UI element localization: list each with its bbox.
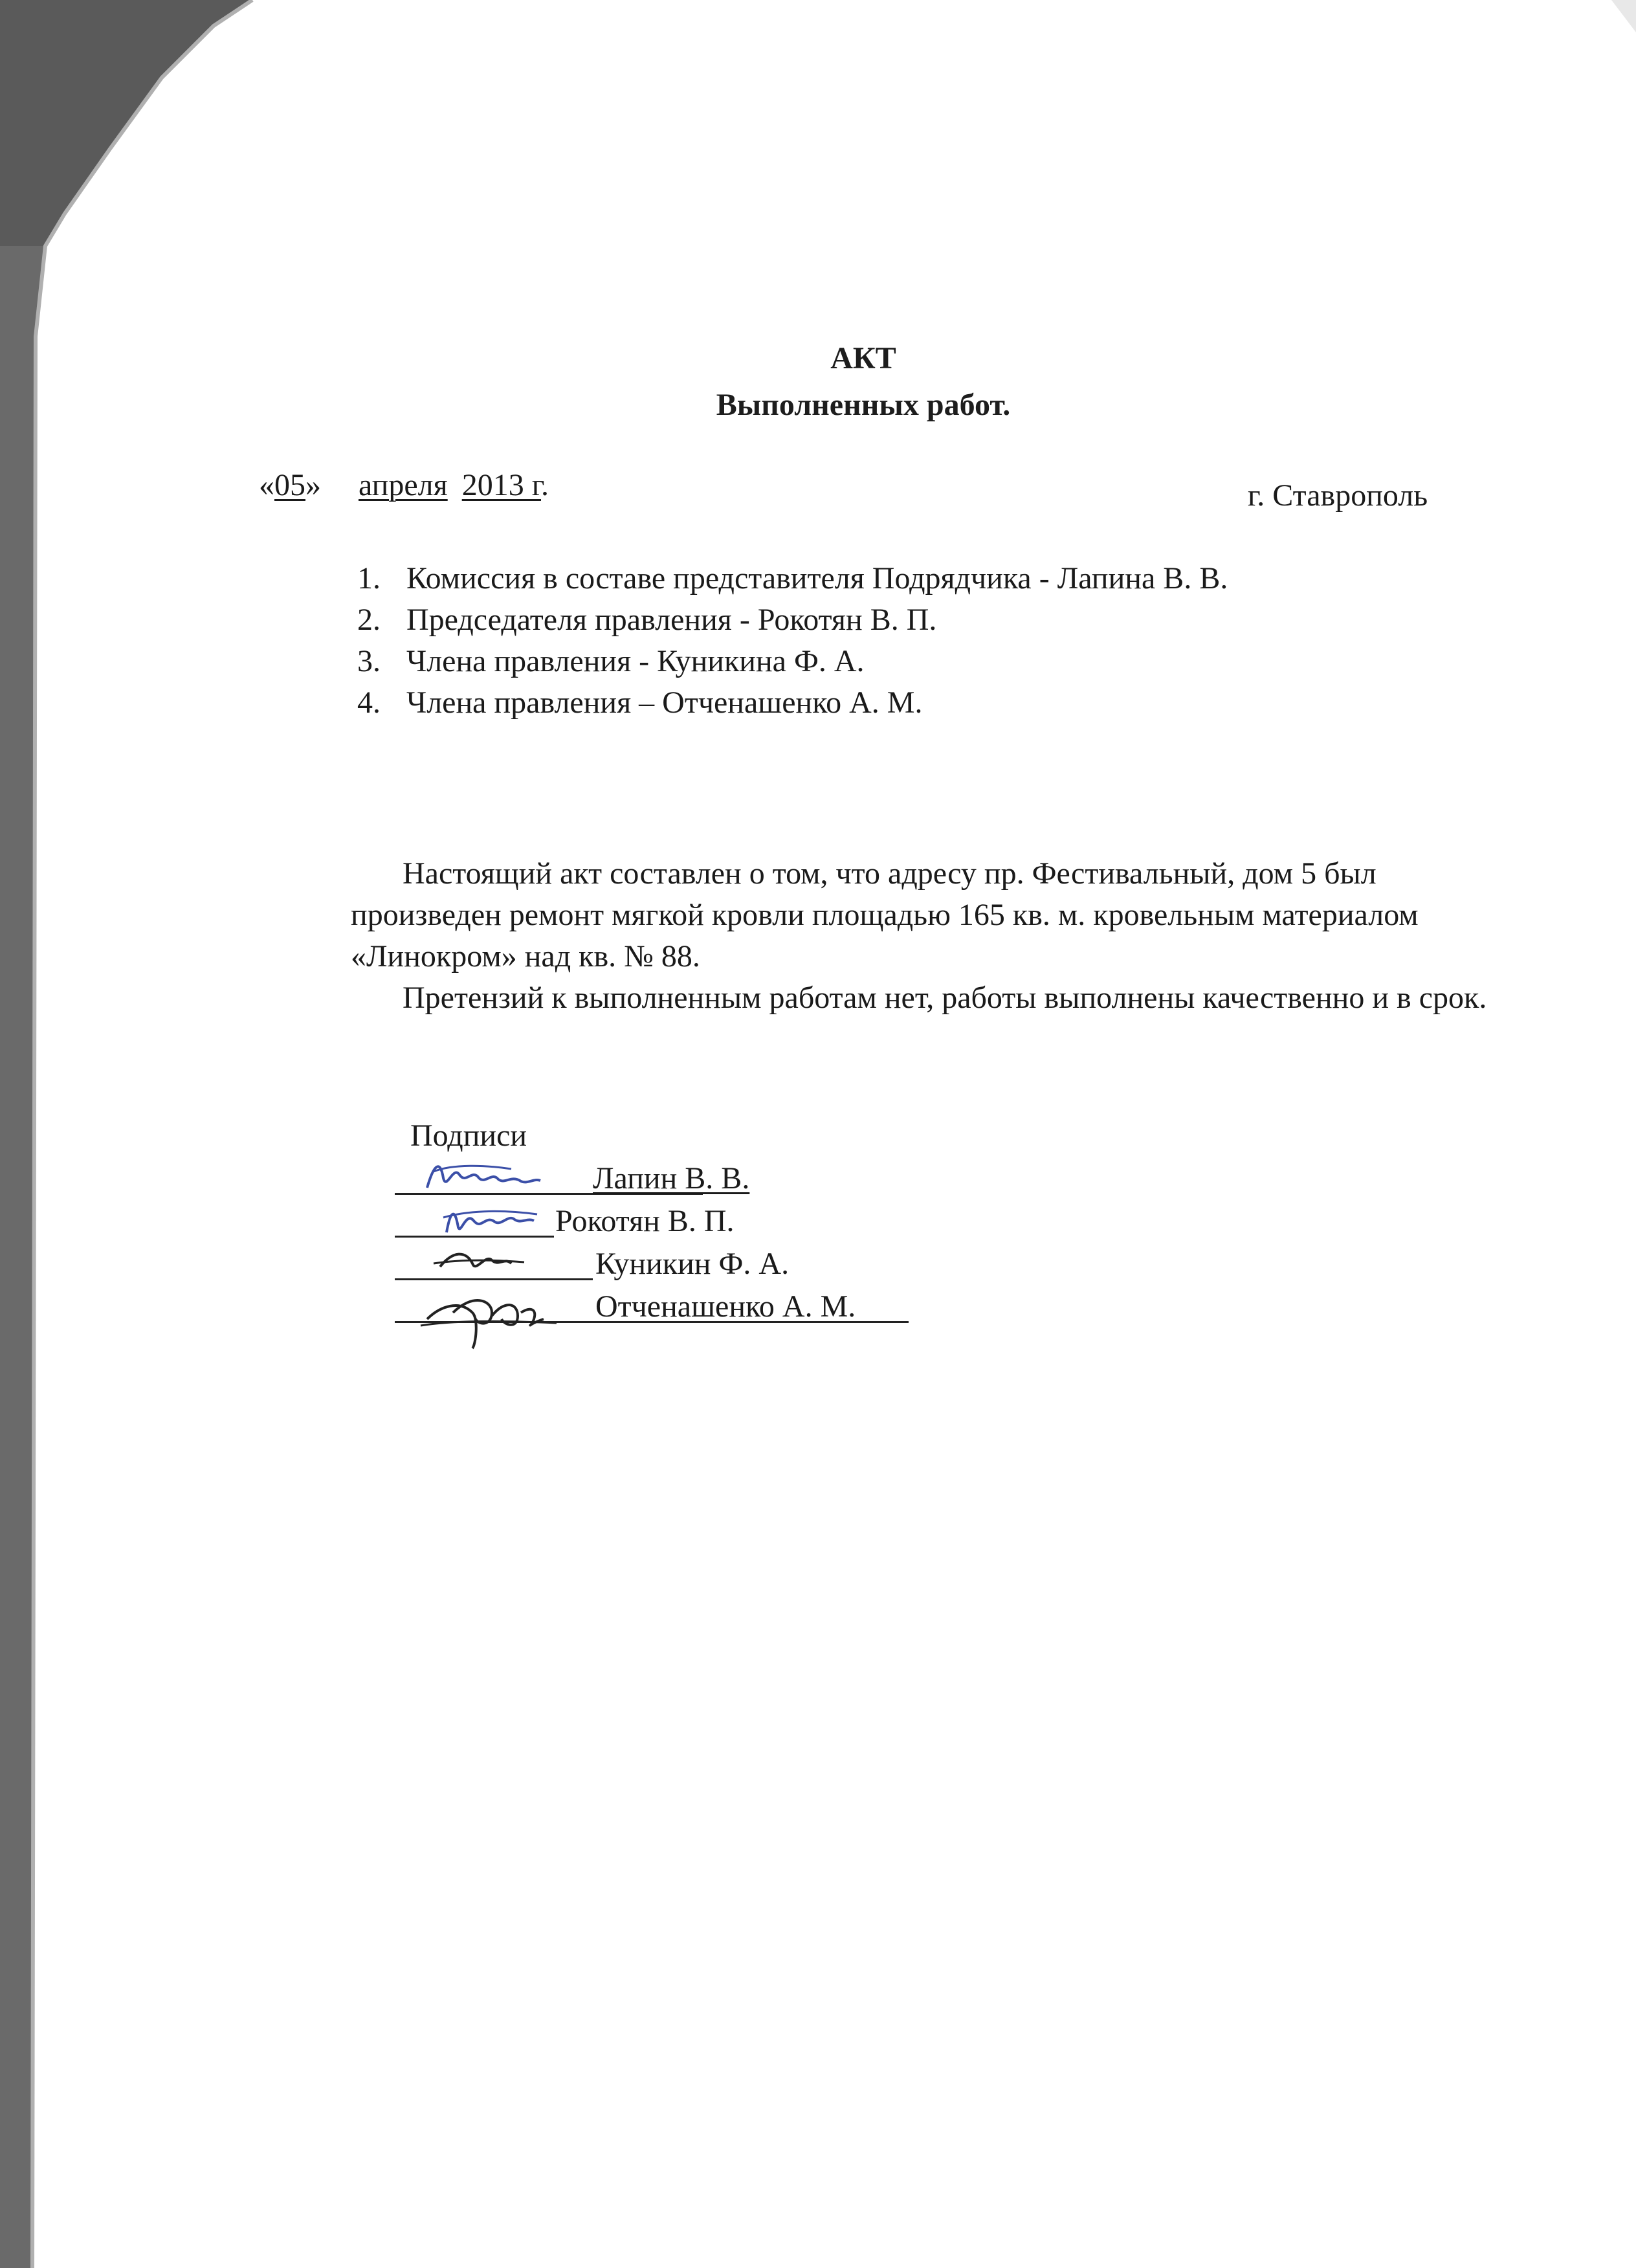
- signature-lapin-icon: [414, 1152, 544, 1197]
- signature-row: [395, 1157, 750, 1200]
- title-act: АКТ: [830, 341, 896, 375]
- body-paragraph-2: Претензий к выполненным работам нет, работы выполнены качественно и в срок.: [403, 981, 1487, 1015]
- signature-row: [395, 1243, 790, 1285]
- date-day: 05: [274, 468, 305, 502]
- document-title: [0, 335, 1636, 428]
- list-item: 4. Члена правления – Отченашенко А. М.: [357, 685, 923, 720]
- signature-name: Отченашенко А. М.: [595, 1289, 856, 1324]
- date-close-quote: »: [305, 468, 321, 502]
- date-year: 2013 г: [461, 468, 541, 502]
- signatures-block: [395, 1115, 856, 1328]
- date-open-quote: «: [259, 468, 274, 502]
- signature-row: [395, 1285, 856, 1328]
- signature-otchenashenko-icon: [414, 1280, 563, 1351]
- signature-row: [395, 1200, 735, 1243]
- date-period: .: [540, 468, 549, 502]
- commission-members-list: [357, 558, 1228, 724]
- document-city: г. Ставрополь: [1248, 478, 1428, 513]
- signature-rokotyan-icon: [414, 1195, 544, 1240]
- title-subtitle: Выполненных работ.: [716, 388, 1011, 422]
- signature-name: Куникин Ф. А.: [595, 1247, 790, 1281]
- body-paragraph-1: Настоящий акт составлен о том, что адресу пр. Фестивальный, дом 5 был произведен ремонт мягкой кровли площадью 165 кв. м. кровельным материалом «Линокром» над кв. № 88.: [351, 856, 1419, 973]
- signature-name: Рокотян В. П.: [555, 1204, 735, 1238]
- date-month: апреля: [359, 468, 448, 502]
- document-body: [351, 853, 1529, 1019]
- document-date: [259, 466, 549, 505]
- signatures-title: Подписи: [410, 1118, 527, 1153]
- list-item: 1. Комиссия в составе представителя Подрядчика - Лапина В. В.: [357, 561, 1228, 595]
- list-item: 2. Председателя правления - Рокотян В. П.: [357, 603, 937, 637]
- list-item: 3. Члена правления - Куникина Ф. А.: [357, 644, 865, 678]
- signature-name: Лапин В. В.: [593, 1161, 750, 1195]
- signature-kunikin-icon: [414, 1238, 544, 1283]
